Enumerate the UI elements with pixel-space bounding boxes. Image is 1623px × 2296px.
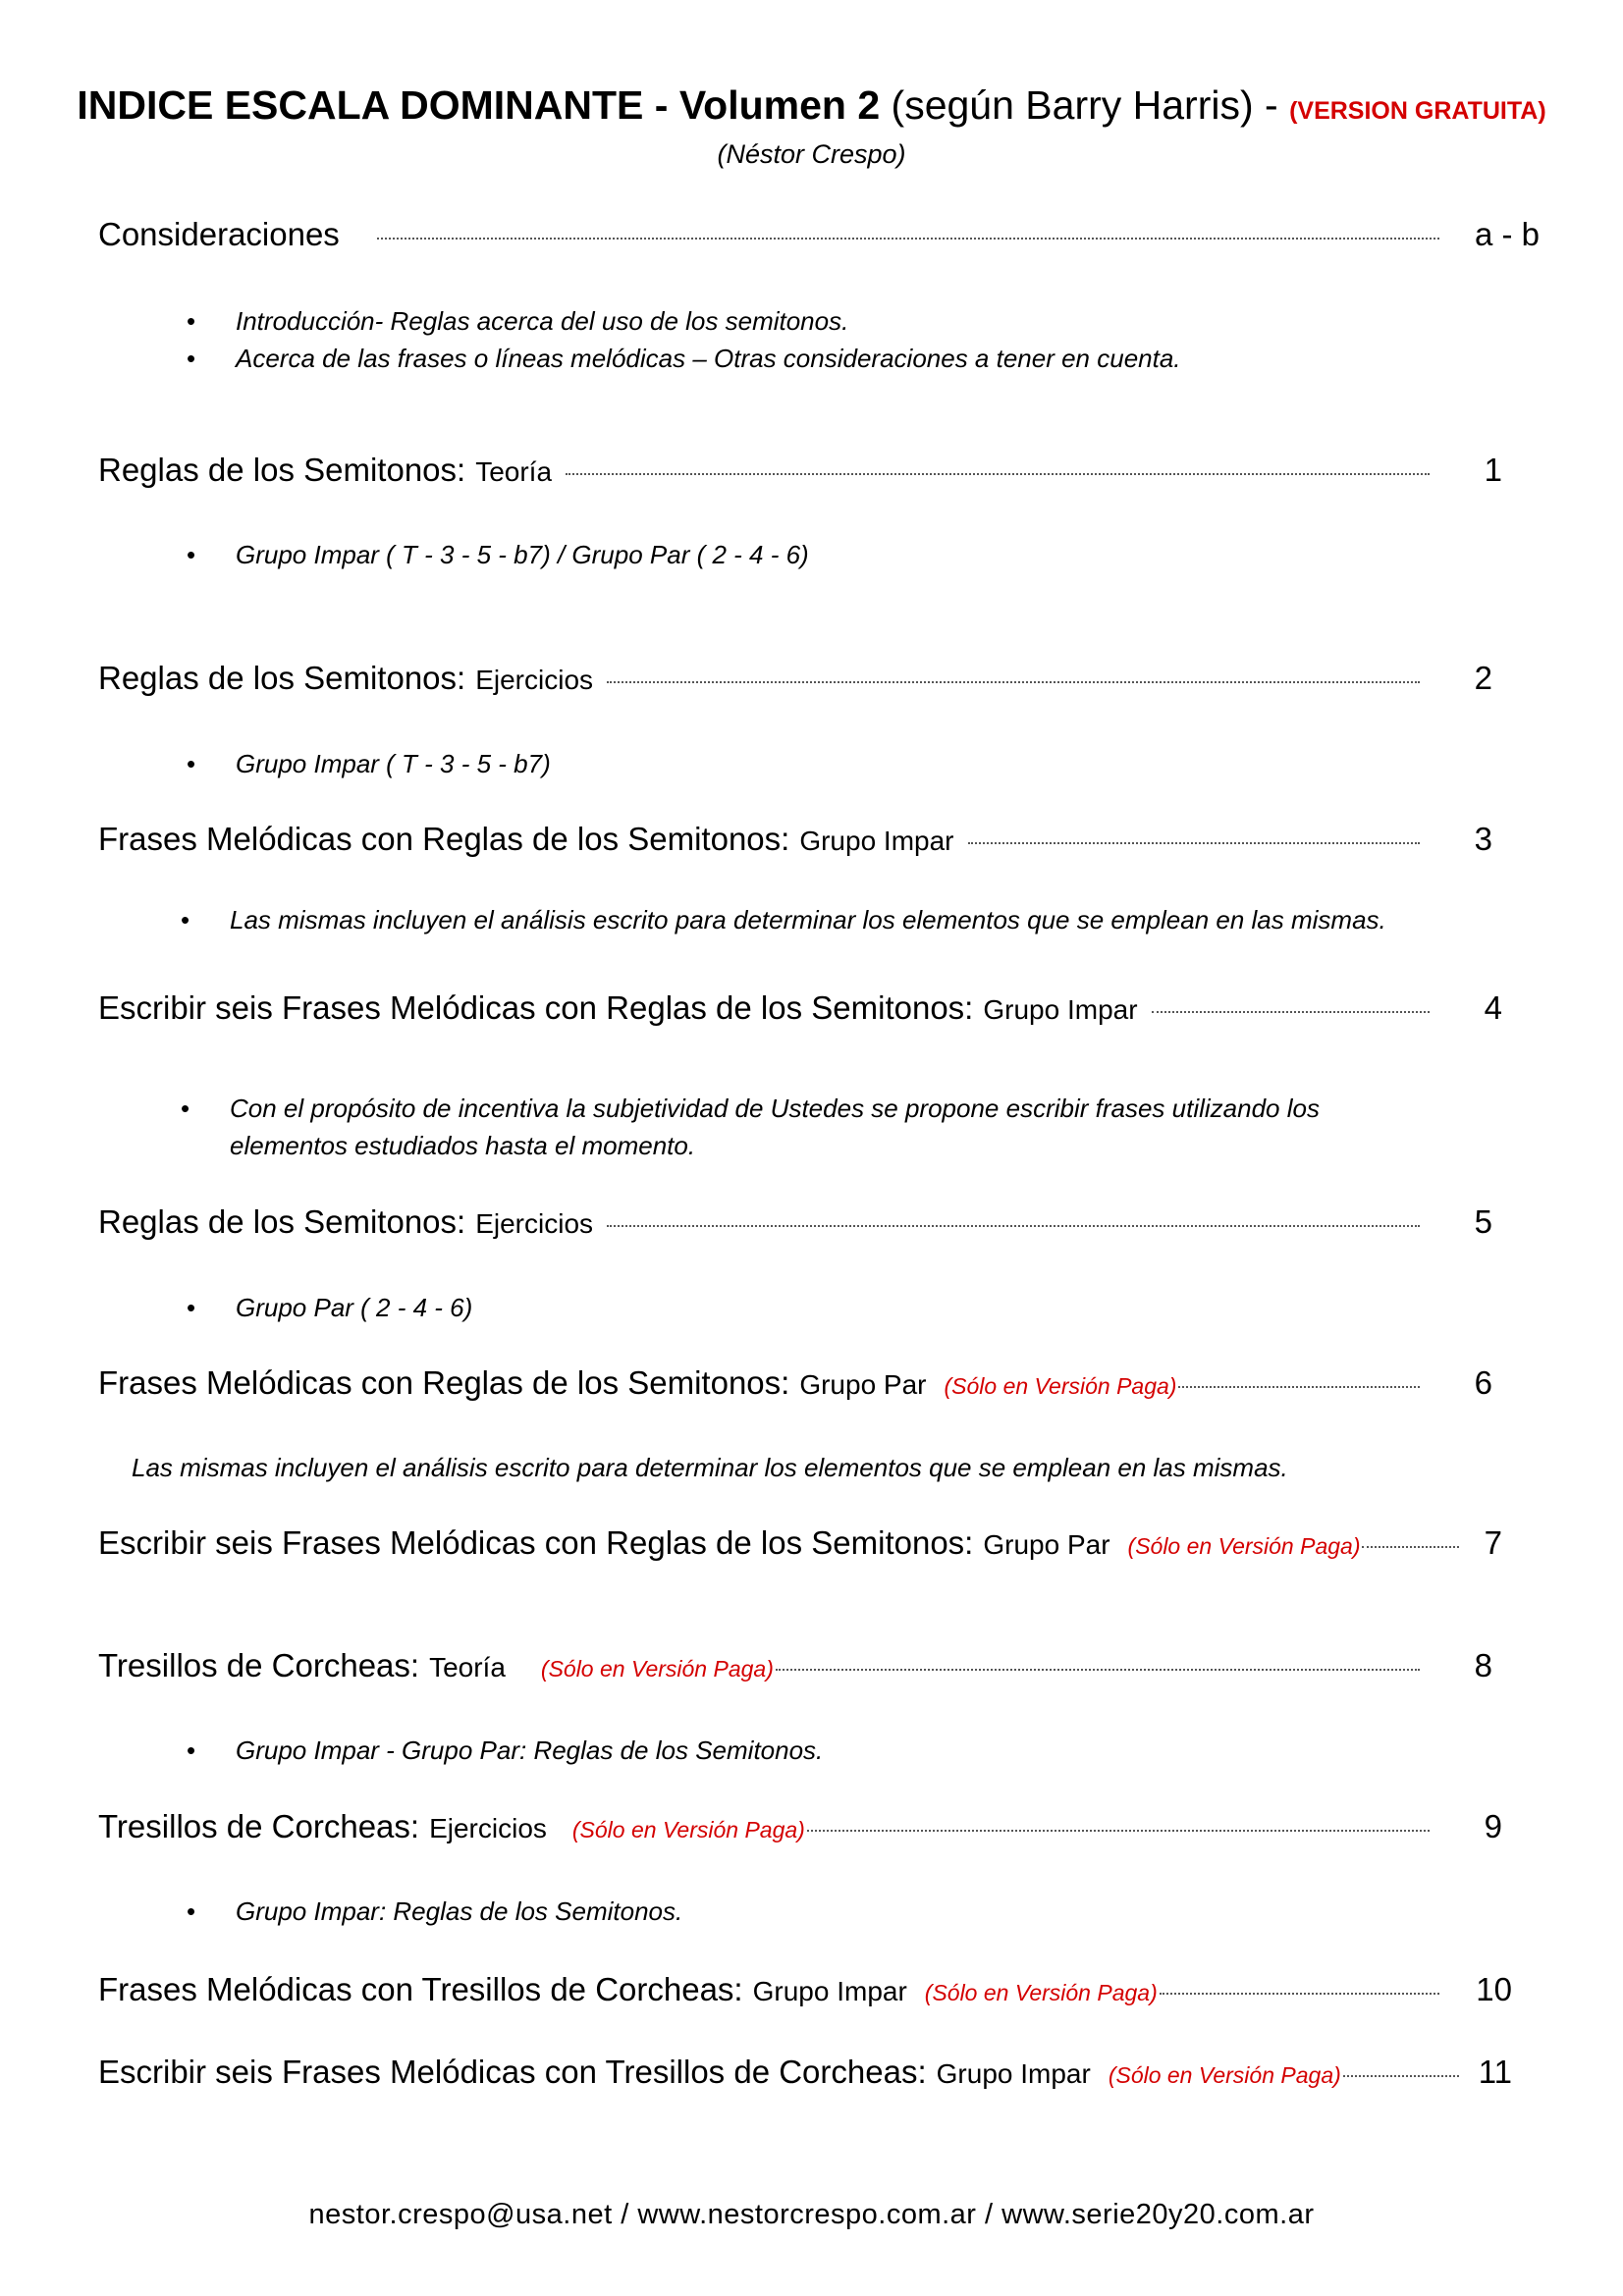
bullet-list [181,1090,1320,1127]
entry-subtitle: Ejercicios [475,1208,594,1239]
entry-title: Frases Melódicas con Reglas de los Semitonos: [98,1364,790,1401]
list-item: • Introducción- Reglas acerca del uso de los semitonos. [187,302,1181,340]
entry-subtitle: Grupo Impar [799,826,954,856]
entry-page: 5 [1474,1203,1492,1240]
entry-page: 9 [1484,1808,1502,1844]
title-volume: Volumen 2 [678,82,881,128]
entry-subtitle: Grupo Par [799,1369,927,1400]
entry-subtitle: Grupo Impar [983,994,1138,1025]
entry-page: 1 [1484,452,1502,488]
dot-leader [1178,1386,1420,1388]
dot-leader [968,842,1421,844]
dot-leader [807,1830,1430,1832]
entry-subtitle: Teoría [475,456,553,487]
bullet-list [187,302,1181,377]
list-item: • Las mismas incluyen el análisis escrito para determinar los elementos que se emplean en las mismas. [181,901,1386,938]
entry-page: 8 [1474,1647,1492,1683]
list-item: • Con el propósito de incentiva la subjetividad de Ustedes se propone escribir frases utilizando los [181,1090,1320,1127]
entry-title: Reglas de los Semitonos: [98,1203,466,1240]
entry-title: Reglas de los Semitonos: [98,660,466,696]
entry-page: 2 [1474,660,1492,696]
toc-entry-tresillos-teoria[interactable] [98,1647,1492,1696]
list-item: • Acerca de las frases o líneas melódicas – Otras consideraciones a tener en cuenta. [187,340,1181,377]
bullet-list [181,901,1386,938]
entry-title: Consideraciones [98,216,340,252]
entry-subtitle: Ejercicios [475,665,594,695]
toc-entry-frases-impar[interactable] [98,821,1492,870]
bullet-continuation: elementos estudiados hasta el momento. [230,1131,696,1160]
bullet-list [187,1289,472,1326]
entry-page: 3 [1474,821,1492,857]
entry-subtitle: Grupo Par [983,1529,1110,1560]
entry-subtitle: Grupo Impar [752,1976,907,2006]
bullet-list [187,1732,823,1769]
toc-entry-escribir-frases-impar[interactable] [98,989,1502,1039]
entry-title: Frases Melódicas con Tresillos de Corcheas: [98,1971,743,2007]
entry-page: 4 [1484,989,1502,1026]
toc-entry-escribir-frases-par[interactable] [98,1524,1502,1574]
toc-entry-frases-par[interactable] [98,1364,1492,1414]
title-main: INDICE ESCALA DOMINANTE - [77,82,669,128]
paid-version-tag: (Sólo en Versión Paga) [1108,2062,1341,2088]
author: (Néstor Crespo) [717,139,906,169]
bullet-list [187,745,551,782]
toc-entry-frases-tresillos[interactable] [98,1971,1512,2020]
entry-title: Escribir seis Frases Melódicas con Reglas de los Semitonos: [98,989,974,1026]
dot-leader [377,238,1439,240]
dot-leader [1362,1546,1459,1548]
dot-leader [1152,1011,1430,1013]
title-free-version: (VERSION GRATUITA) [1289,97,1546,125]
entry-page: 11 [1478,2054,1512,2090]
paid-version-tag: (Sólo en Versión Paga) [924,1980,1158,2005]
list-item: • Grupo Impar ( T - 3 - 5 - b7) [187,745,551,782]
toc-entry-tresillos-ejercicios[interactable] [98,1808,1502,1857]
entry-title: Reglas de los Semitonos: [98,452,466,488]
paid-version-tag: (Sólo en Versión Paga) [540,1656,774,1682]
entry-page: 7 [1484,1524,1502,1561]
toc-entry-reglas-ejercicios-par[interactable] [98,1203,1492,1253]
dot-leader [566,473,1430,475]
list-item: • Grupo Impar ( T - 3 - 5 - b7) / Grupo Par ( 2 - 4 - 6) [187,536,809,573]
entry-title: Tresillos de Corcheas: [98,1647,420,1683]
entry-page: 10 [1476,1971,1512,2007]
entry-title: Tresillos de Corcheas: [98,1808,420,1844]
paid-version-tag: (Sólo en Versión Paga) [571,1817,805,1842]
entry-page: 6 [1474,1364,1492,1401]
toc-entry-escribir-frases-tresillos[interactable] [98,2054,1512,2103]
toc-entry-reglas-teoria[interactable] [98,452,1502,501]
toc-entry-reglas-ejercicios-impar[interactable] [98,660,1492,709]
paid-version-tag: (Sólo en Versión Paga) [1127,1533,1361,1559]
bullet-list [187,1893,682,1930]
entry-note: Las mismas incluyen el análisis escrito para determinar los elementos que se emplean en las mismas. [132,1453,1288,1482]
list-item: • Grupo Impar - Grupo Par: Reglas de los Semitonos. [187,1732,823,1769]
entry-page: a - b [1474,216,1540,252]
document-title [0,82,1623,129]
entry-title: Escribir seis Frases Melódicas con Tresillos de Corcheas: [98,2054,927,2090]
dot-leader [1160,1993,1439,1995]
dot-leader [776,1669,1420,1671]
dot-leader [607,1225,1420,1227]
entry-subtitle: Ejercicios [429,1813,547,1843]
toc-entry-consideraciones[interactable] [98,216,1540,265]
bullet-list [187,536,809,573]
list-item: • Grupo Par ( 2 - 4 - 6) [187,1289,472,1326]
dot-leader [1343,2075,1459,2077]
entry-subtitle: Grupo Impar [936,2058,1091,2089]
entry-subtitle: Teoría [429,1652,506,1682]
title-subtitle: (según Barry Harris) - [891,82,1278,128]
entry-title: Frases Melódicas con Reglas de los Semitonos: [98,821,790,857]
entry-title: Escribir seis Frases Melódicas con Reglas de los Semitonos: [98,1524,974,1561]
list-item: • Grupo Impar: Reglas de los Semitonos. [187,1893,682,1930]
dot-leader [607,681,1420,683]
footer-contact: nestor.crespo@usa.net / www.nestorcrespo.com.ar / www.serie20y20.com.ar [308,2199,1315,2230]
paid-version-tag: (Sólo en Versión Paga) [944,1373,1177,1399]
